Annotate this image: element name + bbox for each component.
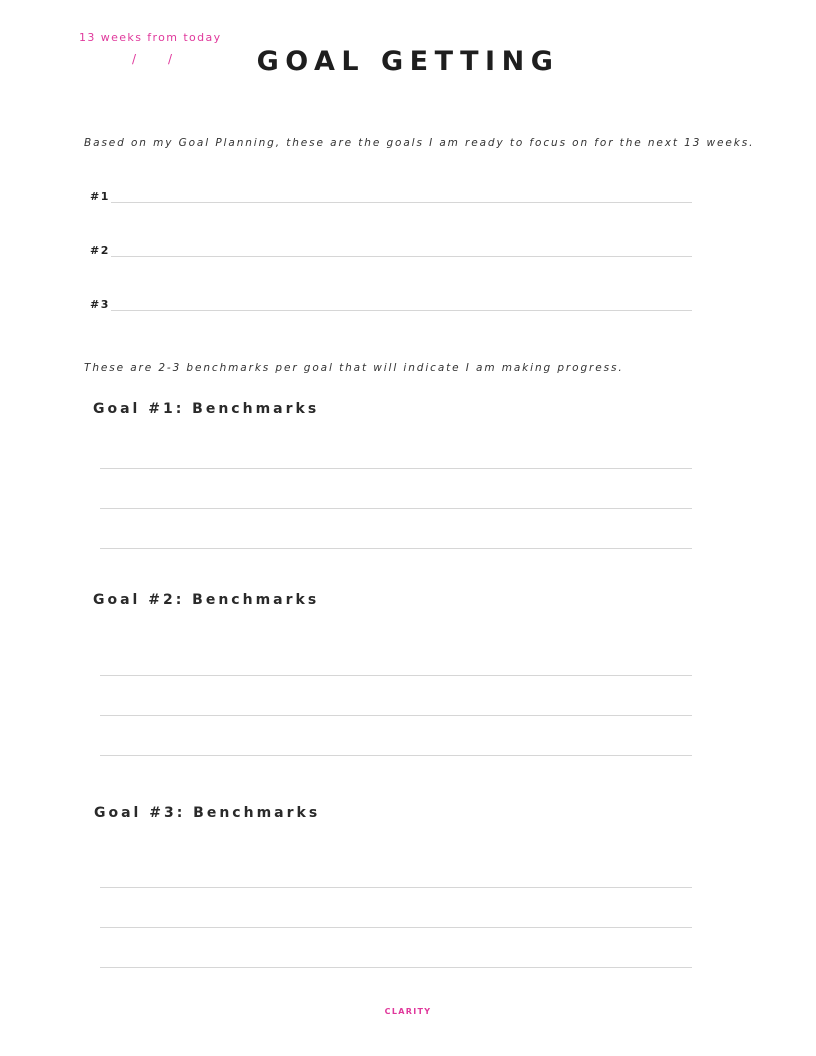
date-caption: 13 weeks from today — [79, 31, 222, 44]
benchmark-heading-goal-2: Goal #2: Benchmarks — [93, 592, 320, 608]
goal-row — [90, 244, 692, 264]
goal-number: #1 — [90, 190, 110, 203]
goal-number: #3 — [90, 298, 110, 311]
benchmark-heading-goal-3: Goal #3: Benchmarks — [94, 805, 321, 821]
benchmark-write-line[interactable] — [100, 927, 692, 928]
benchmark-write-line[interactable] — [100, 508, 692, 509]
benchmark-heading-goal-1: Goal #1: Benchmarks — [93, 401, 320, 417]
benchmarks-intro: These are 2-3 benchmarks per goal that will indicate I am making progress. — [84, 362, 624, 374]
goal-number: #2 — [90, 244, 110, 257]
goal-write-line[interactable] — [111, 202, 692, 203]
benchmark-write-line[interactable] — [100, 887, 692, 888]
goals-intro: Based on my Goal Planning, these are the goals I am ready to focus on for the next 13 weeks. — [84, 137, 755, 149]
date-slash: / — [168, 52, 173, 66]
benchmark-write-line[interactable] — [100, 675, 692, 676]
benchmark-write-line[interactable] — [100, 755, 692, 756]
date-slash: / — [132, 52, 137, 66]
benchmark-write-line[interactable] — [100, 967, 692, 968]
goal-row — [90, 298, 692, 318]
benchmark-write-line[interactable] — [100, 548, 692, 549]
benchmark-write-line[interactable] — [100, 468, 692, 469]
goal-write-line[interactable] — [111, 310, 692, 311]
goal-write-line[interactable] — [111, 256, 692, 257]
goal-row — [90, 190, 692, 210]
footer-label: CLARITY — [384, 1007, 432, 1016]
benchmark-write-line[interactable] — [100, 715, 692, 716]
page-title: GOAL GETTING — [256, 46, 560, 77]
